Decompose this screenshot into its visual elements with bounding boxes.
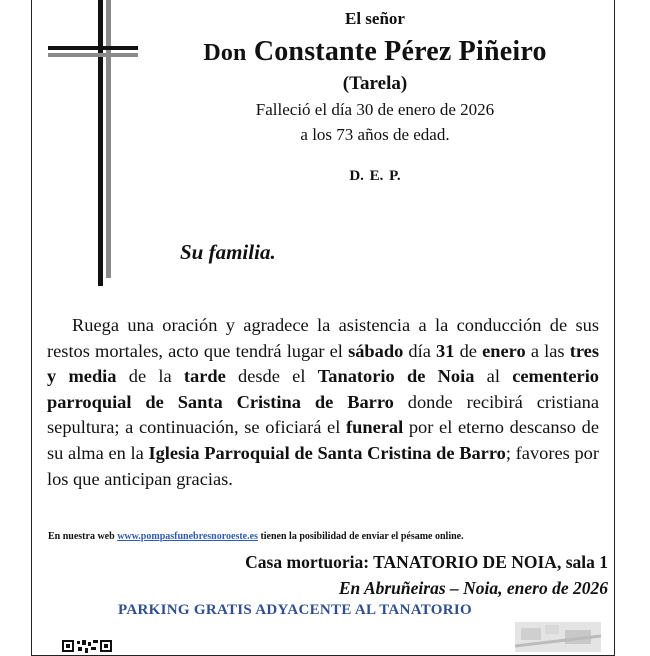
place-date-line: En Abruñeiras – Noia, enero de 2026 bbox=[338, 578, 608, 598]
body-bold-segment: sábado bbox=[348, 340, 404, 361]
mortuary-line: Casa mortuoria: TANATORIO DE NOIA, sala 1 bbox=[245, 552, 608, 572]
age-line: a los 73 años de edad. bbox=[300, 125, 450, 144]
ceremony-text bbox=[47, 313, 599, 492]
body-bold-segment: funeral bbox=[345, 417, 404, 438]
web-prefix: En nuestra web bbox=[48, 531, 118, 542]
body-bold-segment: tres y media bbox=[47, 340, 599, 387]
salutation: El señor bbox=[345, 9, 405, 28]
death-date-line: Falleció el día 30 de enero de 2026 bbox=[255, 100, 495, 119]
body-text-segment: desde el bbox=[225, 366, 318, 387]
body-bold-segment: tarde bbox=[183, 366, 226, 387]
honorific: Don bbox=[203, 40, 247, 66]
rip-line: D. E. P. bbox=[349, 168, 401, 184]
body-bold-segment: Tanatorio de Noia bbox=[317, 366, 475, 387]
web-suffix: tienen la posibilidad de enviar el pésame online. bbox=[257, 531, 464, 542]
body-text-segment: de la bbox=[116, 366, 184, 387]
nickname: (Tarela) bbox=[342, 73, 408, 94]
latin-cross-icon bbox=[48, 0, 138, 290]
body-text-segment: día bbox=[403, 340, 437, 361]
family-signature: Su familia. bbox=[180, 240, 276, 264]
body-bold-segment: Iglesia Parroquial de Santa Cristina de Barro bbox=[148, 442, 506, 463]
body-bold-segment: enero bbox=[482, 340, 526, 361]
qr-code-icon bbox=[62, 640, 114, 654]
body-text-segment: donde recibirá cristiana sepultura; a continuación, se oficiará el bbox=[47, 391, 599, 438]
website-link[interactable]: www.pompasfunebresnoroeste.es bbox=[117, 531, 258, 542]
body-bold-segment: 31 bbox=[436, 340, 455, 361]
body-text-segment: al bbox=[474, 366, 513, 387]
body-text-segment: ; favores por los que anticipan gracias. bbox=[47, 442, 599, 489]
parking-notice: PARKING GRATIS ADYACENTE AL TANATORIO bbox=[118, 602, 472, 618]
deceased-name bbox=[175, 36, 575, 68]
full-name: Constante Pérez Piñeiro bbox=[253, 36, 547, 67]
body-text-segment: a las bbox=[525, 340, 570, 361]
location-map-thumbnail bbox=[515, 622, 601, 652]
body-text-segment: Ruega una oración y agradece la asistencia a la conducción de sus restos mortales, acto que tendrá lugar el bbox=[47, 315, 599, 361]
condolence-web-line bbox=[48, 531, 464, 542]
body-bold-segment: cementerio parroquial de Santa Cristina de Barro bbox=[47, 366, 599, 412]
body-text-segment: por el eterno descanso de su alma en la bbox=[47, 417, 599, 463]
body-text-segment: de bbox=[454, 340, 483, 361]
